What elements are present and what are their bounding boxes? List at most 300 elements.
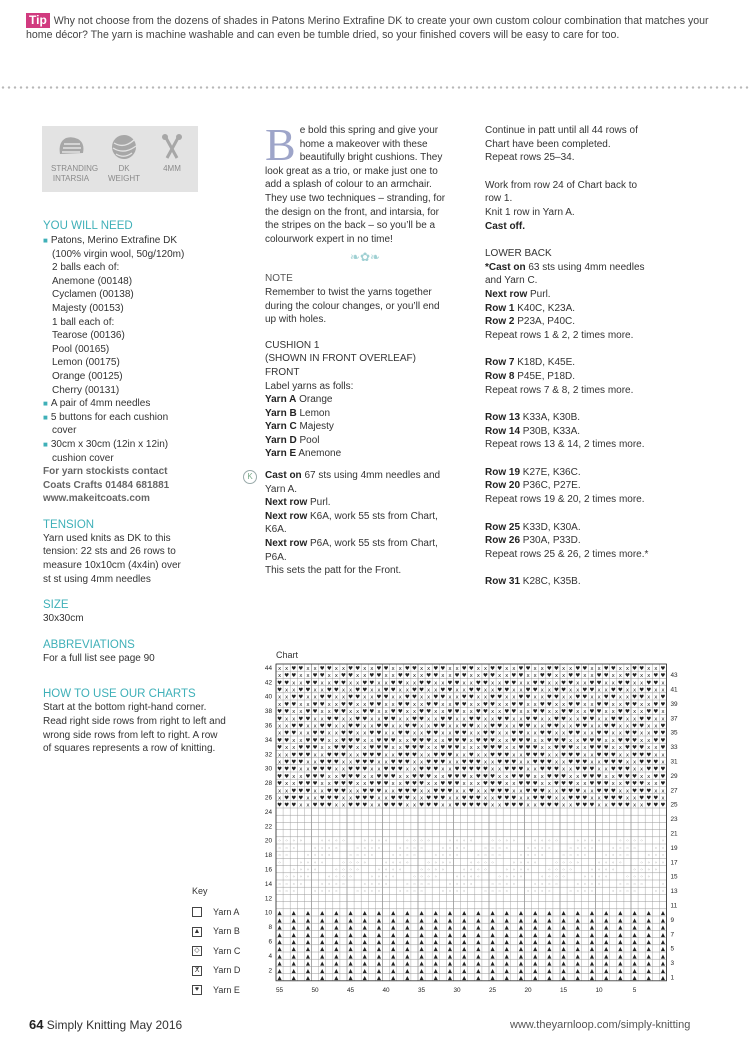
- chart-stitch-symbol: ◦: [427, 867, 431, 874]
- chart-stitch-symbol: ♥: [298, 694, 304, 701]
- yarn-colour: Anemone (00148): [52, 275, 133, 287]
- chart-stitch-symbol: ♥: [483, 730, 488, 737]
- chart-stitch-symbol: ♥: [376, 723, 382, 730]
- chart-stitch-symbol: ◦: [441, 845, 445, 852]
- stockists-link[interactable]: www.makeitcoats.com: [43, 493, 150, 505]
- chart-stitch-symbol: ▲: [376, 925, 382, 932]
- chart-stitch-symbol: ♥: [646, 759, 652, 766]
- chart-stitch-symbol: ▲: [604, 946, 609, 953]
- chart-stitch-symbol: ♥: [525, 781, 531, 788]
- key-symbol: ⵅ: [192, 966, 202, 976]
- chart-stitch-label: 55: [275, 986, 284, 994]
- chart-stitch-symbol: ♥: [412, 737, 417, 744]
- chart-stitch-symbol: ♥: [312, 745, 318, 752]
- chart-row-label: 39: [670, 700, 678, 708]
- chart-stitch-symbol: ♥: [596, 709, 602, 716]
- chart-stitch-symbol: x: [547, 709, 551, 716]
- key-item-yarn-d: ⵅ Yarn D: [192, 961, 262, 981]
- chart-stitch-symbol: ♥: [568, 788, 574, 795]
- chart-row-label: 13: [670, 888, 678, 896]
- chart-stitch-symbol: ▲: [291, 968, 296, 975]
- chart-stitch-symbol: ▲: [490, 939, 495, 946]
- chart-stitch-symbol: ♥: [341, 737, 346, 744]
- chart-stitch-symbol: ♥: [298, 795, 304, 802]
- chart-stitch-symbol: x: [405, 716, 409, 723]
- chart-stitch-symbol: x: [448, 759, 452, 766]
- chart-stitch-symbol: ▲: [277, 939, 282, 946]
- chart-stitch-symbol: ♥: [497, 752, 503, 759]
- chart-stitch-symbol: ♥: [518, 701, 524, 708]
- chart-stitch-symbol: ♥: [568, 680, 574, 687]
- tension-text: Yarn used knits as DK to this: [43, 532, 171, 544]
- chart-stitch-symbol: ▲: [504, 939, 509, 946]
- chart-row-label: 44: [264, 664, 272, 672]
- chart-stitch-symbol: ◦: [632, 874, 637, 881]
- chart-stitch-symbol: ▲: [291, 961, 296, 968]
- pattern-text: row 1.: [485, 193, 513, 205]
- chart-stitch-symbol: ♥: [653, 737, 659, 744]
- chart-stitch-symbol: x: [483, 694, 488, 701]
- key-item-yarn-b: ▲ Yarn B: [193, 926, 240, 937]
- how-to-text: of squares represents a row of knitting.: [43, 743, 216, 755]
- chart-stitch-symbol: x: [590, 723, 594, 730]
- chart-stitch-symbol: x: [632, 687, 637, 694]
- chart-stitch-symbol: ♥: [653, 795, 659, 802]
- chart-stitch-symbol: x: [618, 788, 622, 795]
- chart-stitch-symbol: ♥: [596, 788, 602, 795]
- chart-stitch-symbol: ♥: [653, 673, 659, 680]
- chart-stitch-symbol: x: [590, 795, 594, 802]
- chart-stitch-symbol: ◦: [554, 867, 559, 874]
- chart-stitch-symbol: x: [590, 701, 594, 708]
- chart-stitch-symbol: ♥: [319, 723, 325, 730]
- chart-stitch-symbol: ♥: [632, 673, 637, 680]
- chart-stitch-symbol: ◦: [547, 845, 551, 852]
- chart-stitch-symbol: ▲: [376, 917, 382, 924]
- chart-stitch-symbol: x: [476, 701, 480, 708]
- chart-stitch-symbol: x: [654, 687, 658, 694]
- chart-stitch-symbol: ◦: [334, 889, 338, 896]
- chart-stitch-symbol: ♥: [603, 673, 609, 680]
- chart-stitch-symbol: ♥: [554, 694, 559, 701]
- needles-icon: [161, 134, 183, 160]
- chart-stitch-symbol: x: [554, 730, 559, 737]
- chart-stitch-symbol: ♥: [568, 781, 574, 788]
- chart-stitch-symbol: ♥: [419, 773, 424, 780]
- chart-stitch-symbol: ◦: [647, 874, 651, 881]
- chart-stitch-label: 50: [311, 986, 319, 994]
- chart-stitch-symbol: x: [334, 766, 338, 773]
- chart-stitch-symbol: ◦: [640, 838, 644, 845]
- chart-stitch-symbol: ◦: [427, 838, 431, 845]
- chart-stitch-symbol: ♥: [369, 730, 375, 737]
- chart-stitch-symbol: x: [490, 716, 495, 723]
- chart-row-label: 1: [670, 974, 675, 982]
- chart-stitch-symbol: x: [533, 737, 537, 744]
- chart-stitch-symbol: x: [427, 788, 431, 795]
- chart-stitch-symbol: ♥: [539, 730, 545, 737]
- chart-stitch-symbol: ▲: [419, 932, 424, 939]
- chart-stitch-symbol: ◦: [356, 853, 360, 860]
- chart-stitch-symbol: x: [462, 680, 466, 687]
- chart-stitch-symbol: ◦: [576, 860, 580, 867]
- chart-stitch-symbol: ◦: [554, 874, 559, 881]
- chart-stitch-symbol: ♥: [625, 730, 630, 737]
- chart-stitch-symbol: ♥: [454, 802, 460, 809]
- chart-stitch-symbol: x: [391, 701, 395, 708]
- chart-stitch-symbol: ▲: [433, 910, 438, 917]
- chart-stitch-symbol: ♥: [539, 766, 545, 773]
- chart-stitch-symbol: ▲: [604, 932, 609, 939]
- row-group: Row 19 K27E, K36C. Row 20 P36C, P27E. Repeat rows 19 & 20, 2 times more.: [485, 466, 645, 506]
- chart-stitch-symbol: ▲: [348, 939, 353, 946]
- chart-stitch-symbol: ◦: [469, 867, 473, 874]
- materials-text: A pair of 4mm needles: [50, 398, 151, 410]
- chart-stitch-symbol: ▲: [533, 910, 538, 917]
- chart-stitch-symbol: ♥: [426, 773, 432, 780]
- chart-stitch-symbol: ◦: [462, 889, 466, 896]
- chart-stitch-symbol: ♥: [412, 723, 417, 730]
- chart-row-label: 23: [670, 816, 678, 824]
- chart-stitch-symbol: ▲: [561, 946, 566, 953]
- chart-stitch-symbol: x: [561, 766, 566, 773]
- chart-stitch-symbol: x: [327, 673, 331, 680]
- chart-stitch-symbol: ♥: [475, 802, 481, 809]
- chart-stitch-symbol: x: [604, 766, 608, 773]
- chart-stitch-symbol: ♥: [490, 773, 495, 780]
- chart-stitch-symbol: x: [455, 788, 459, 795]
- chart-stitch-symbol: ▲: [305, 975, 311, 982]
- chart-stitch-symbol: ◦: [370, 853, 374, 860]
- chart-stitch-symbol: ◦: [356, 867, 360, 874]
- chart-stitch-symbol: ◦: [597, 867, 601, 874]
- chart-stitch-symbol: ▲: [646, 917, 651, 924]
- chart-stitch-symbol: x: [632, 766, 637, 773]
- chart-stitch-symbol: ◦: [632, 867, 637, 874]
- chart-stitch-symbol: x: [583, 730, 587, 737]
- chart-stitch-symbol: ♥: [582, 795, 588, 802]
- chart-stitch-symbol: x: [640, 737, 644, 744]
- chart-stitch-symbol: ♥: [390, 687, 396, 694]
- chart-stitch-symbol: x: [419, 673, 424, 680]
- chart-stitch-symbol: ◦: [405, 881, 409, 888]
- chart-stitch-label: 40: [382, 986, 390, 994]
- chart-stitch-symbol: ▲: [632, 917, 637, 924]
- chart-stitch-symbol: x: [348, 788, 353, 795]
- chart-stitch-symbol: x: [448, 723, 452, 730]
- chart-stitch-symbol: ♥: [362, 795, 368, 802]
- chart-stitch-symbol: ▲: [376, 975, 382, 982]
- chart-stitch-symbol: ♥: [561, 680, 566, 687]
- icon-label: DK: [118, 164, 130, 173]
- chart-stitch-symbol: x: [306, 802, 310, 809]
- chart-stitch-symbol: ♥: [525, 694, 531, 701]
- chart-stitch-symbol: ♥: [632, 665, 637, 672]
- chart-stitch-symbol: x: [285, 665, 289, 672]
- chart-stitch-symbol: ♥: [333, 680, 339, 687]
- chart-stitch-symbol: x: [462, 709, 466, 716]
- icon-label: 4MM: [163, 164, 181, 173]
- chart-stitch-symbol: x: [547, 752, 551, 759]
- chart-stitch-symbol: ♥: [312, 802, 318, 809]
- chart-stitch-symbol: ♥: [561, 716, 566, 723]
- chart-stitch-symbol: x: [441, 673, 445, 680]
- intro-line: colourwork expert in no time!: [265, 233, 393, 245]
- chart-stitch-symbol: ▲: [547, 975, 552, 982]
- chart-stitch-symbol: ♥: [546, 737, 552, 744]
- chart-stitch-symbol: ◦: [540, 881, 544, 888]
- chart-stitch-symbol: ▲: [305, 932, 311, 939]
- chart-stitch-symbol: ♥: [284, 802, 290, 809]
- chart-stitch-symbol: x: [519, 687, 523, 694]
- chart-stitch-symbol: ♥: [625, 673, 630, 680]
- chart-stitch-symbol: ♥: [589, 781, 595, 788]
- chart-stitch-symbol: ♥: [617, 773, 623, 780]
- chart-stitch-symbol: ♥: [525, 773, 531, 780]
- chart-stitch-symbol: ♥: [333, 745, 339, 752]
- chart-stitch-symbol: ♥: [660, 723, 666, 730]
- yarn-label: Yarn A Orange: [265, 394, 333, 406]
- chart-stitch-symbol: ◦: [583, 838, 587, 845]
- chart-stitch-label: 30: [453, 986, 461, 994]
- chart-stitch-symbol: ♥: [298, 665, 304, 672]
- chart-stitch-symbol: ◦: [533, 838, 537, 845]
- chart-stitch-symbol: ▲: [547, 961, 552, 968]
- chart-stitch-symbol: ♥: [603, 759, 609, 766]
- chart-stitch-symbol: x: [611, 673, 615, 680]
- how-to-text: wrong side rows from left to right. A row: [43, 729, 218, 741]
- chart-stitch-symbol: ♥: [312, 773, 318, 780]
- chart-stitch-symbol: ◦: [398, 860, 402, 867]
- chart-stitch-symbol: x: [597, 802, 601, 809]
- chart-stitch-symbol: x: [583, 673, 587, 680]
- chart-stitch-symbol: ♥: [610, 716, 616, 723]
- chart-stitch-symbol: ♥: [632, 773, 637, 780]
- chart-stitch-symbol: ♥: [603, 665, 609, 672]
- chart-stitch-symbol: ◦: [434, 853, 438, 860]
- chart-stitch-symbol: ♥: [383, 665, 389, 672]
- chart-stitch-symbol: ♥: [419, 781, 424, 788]
- chart-stitch-symbol: ▲: [476, 968, 481, 975]
- chart-stitch-symbol: ♥: [419, 766, 424, 773]
- chart-row-label: 12: [264, 895, 272, 903]
- chart-stitch-symbol: ▲: [561, 975, 566, 982]
- pattern-instruction: Next row Purl.: [265, 497, 331, 509]
- intro-line: the stripes on the back – so you’ll be a: [265, 220, 436, 232]
- chart-stitch-symbol: x: [306, 665, 310, 672]
- chart-stitch-symbol: ▲: [646, 910, 651, 917]
- chart-stitch-symbol: ◦: [625, 838, 630, 845]
- chart-stitch-symbol: ◦: [597, 838, 601, 845]
- chart-stitch-symbol: x: [370, 694, 374, 701]
- yarn-label: Yarn C Majesty: [265, 421, 334, 433]
- chart-stitch-symbol: ♥: [348, 737, 353, 744]
- chart-stitch-symbol: x: [654, 665, 658, 672]
- chart-stitch-symbol: x: [412, 795, 417, 802]
- chart-stitch-symbol: ♥: [333, 788, 339, 795]
- chart-stitch-symbol: ◦: [306, 853, 310, 860]
- chart-stitch-symbol: ◦: [341, 860, 346, 867]
- chart-stitch-symbol: ▲: [305, 910, 311, 917]
- chart-stitch-symbol: ▲: [419, 917, 424, 924]
- footer-url[interactable]: www.theyarnloop.com/simply-knitting: [510, 1019, 691, 1031]
- chart-stitch-symbol: ▲: [632, 968, 637, 975]
- chart-stitch-symbol: x: [348, 759, 353, 766]
- chart-stitch-symbol: ◦: [569, 867, 573, 874]
- chart-stitch-symbol: ▲: [547, 968, 552, 975]
- chart-stitch-symbol: ▲: [291, 975, 296, 982]
- chart-stitch-symbol: x: [370, 773, 374, 780]
- chart-stitch-symbol: ▲: [320, 961, 325, 968]
- chart-stitch-symbol: ◦: [554, 838, 559, 845]
- chart-stitch-symbol: ▲: [277, 975, 282, 982]
- bullet-icon: ■: [43, 439, 48, 449]
- chart-row-label: 42: [264, 679, 272, 687]
- chart-stitch-symbol: ♥: [504, 680, 510, 687]
- chart-stitch-symbol: ♥: [575, 694, 581, 701]
- chart-stitch-symbol: ◦: [285, 838, 289, 845]
- chart-stitch-symbol: ♥: [454, 709, 460, 716]
- chart-stitch-symbol: x: [285, 788, 289, 795]
- key-symbol: ♥: [192, 985, 202, 995]
- chart-stitch-symbol: ▲: [632, 961, 637, 968]
- chart-stitch-symbol: x: [384, 795, 388, 802]
- chart-stitch-symbol: ♥: [625, 701, 630, 708]
- chart-stitch-symbol: ◦: [299, 867, 303, 874]
- chart-stitch-symbol: ◦: [498, 889, 502, 896]
- chart-stitch-symbol: ♥: [525, 687, 531, 694]
- chart-stitch-symbol: ♥: [582, 802, 588, 809]
- chart-row-label: 5: [670, 945, 675, 953]
- chart-stitch-symbol: ♥: [397, 766, 403, 773]
- chart-stitch-symbol: ♥: [603, 745, 609, 752]
- chart-stitch-symbol: x: [611, 730, 615, 737]
- chart-stitch-symbol: ♥: [596, 745, 602, 752]
- chart-stitch-symbol: ♥: [461, 694, 467, 701]
- chart-stitch-symbol: ▲: [305, 968, 311, 975]
- chart-stitch-symbol: ♥: [582, 723, 588, 730]
- chart-stitch-symbol: x: [462, 752, 466, 759]
- chart-stitch-symbol: x: [540, 723, 544, 730]
- chart-stitch-symbol: x: [277, 759, 282, 766]
- chart-stitch-symbol: ♥: [475, 773, 481, 780]
- chart-stitch-symbol: ♥: [625, 680, 630, 687]
- chart-stitch-symbol: x: [419, 730, 424, 737]
- chart-stitch-symbol: ◦: [625, 874, 630, 881]
- chart-stitch-symbol: ▲: [490, 975, 495, 982]
- chart-stitch-symbol: ♥: [419, 687, 424, 694]
- chart-stitch-symbol: ♥: [497, 745, 503, 752]
- chart-stitch-symbol: ♥: [554, 716, 559, 723]
- chart-stitch-symbol: ♥: [468, 802, 474, 809]
- chart-stitch-symbol: ♥: [319, 802, 325, 809]
- chart-stitch-symbol: ♥: [348, 773, 353, 780]
- chart-stitch-symbol: x: [306, 694, 310, 701]
- chart-stitch-symbol: ▲: [334, 946, 339, 953]
- chart-stitch-symbol: ▲: [391, 925, 396, 932]
- chart-stitch-symbol: ♥: [532, 716, 538, 723]
- chart-stitch-symbol: x: [583, 781, 587, 788]
- chart-stitch-symbol: ♥: [511, 673, 517, 680]
- chart-stitch-symbol: ◦: [533, 860, 537, 867]
- chart-stitch-symbol: ▲: [405, 925, 410, 932]
- chart-stitch-symbol: ♥: [525, 665, 531, 672]
- chart-stitch-symbol: ♥: [376, 773, 382, 780]
- chart-stitch-symbol: x: [363, 745, 367, 752]
- chart-stitch-symbol: x: [391, 730, 395, 737]
- chart-stitch-symbol: ◦: [448, 881, 452, 888]
- chart-stitch-symbol: ◦: [285, 874, 289, 881]
- chart-stitch-symbol: ▲: [561, 932, 566, 939]
- chart-stitch-symbol: ▲: [504, 925, 509, 932]
- chart-stitch-symbol: ▲: [376, 953, 382, 960]
- chart-stitch-symbol: x: [434, 709, 438, 716]
- chart-stitch-symbol: ♥: [468, 766, 474, 773]
- chart-stitch-symbol: ♥: [291, 802, 297, 809]
- chart-stitch-symbol: ◦: [519, 853, 523, 860]
- chart-stitch-symbol: ♥: [497, 723, 503, 730]
- chart-stitch-symbol: ▲: [504, 946, 509, 953]
- dotted-divider: [0, 86, 750, 89]
- chart-stitch-symbol: x: [647, 730, 651, 737]
- chart-stitch-symbol: ♥: [504, 802, 510, 809]
- tip-text: Why not choose from the dozens of shades in Patons Merino Extrafine DK to create your own custom colour combination that matches your home décor? The yarn is machine washable and can even be tumble dried, so your finished covers will be easy to care for too.: [26, 15, 709, 41]
- chart-stitch-symbol: ▲: [376, 910, 382, 917]
- stockists-text: For yarn stockists contact: [43, 466, 168, 478]
- chart-stitch-symbol: ♥: [610, 723, 616, 730]
- chart-stitch-symbol: ◦: [448, 838, 452, 845]
- key-symbol: ◇: [192, 946, 202, 956]
- chart-stitch-symbol: ♥: [341, 752, 346, 759]
- chart-stitch-symbol: x: [583, 709, 587, 716]
- chart-stitch-symbol: x: [540, 665, 544, 672]
- chart-stitch-symbol: ♥: [497, 687, 503, 694]
- chart-stitch-symbol: ♥: [404, 673, 410, 680]
- key-symbol: ▲: [193, 927, 201, 935]
- chart-stitch-symbol: ▲: [589, 932, 595, 939]
- chart-stitch-symbol: ◦: [512, 881, 516, 888]
- chart-stitch-symbol: x: [313, 723, 317, 730]
- bullet-icon: ■: [43, 236, 48, 245]
- chart-stitch-symbol: x: [618, 752, 622, 759]
- chart-stitch-symbol: ♥: [284, 737, 290, 744]
- chart-stitch-symbol: x: [391, 745, 395, 752]
- chart-stitch-symbol: ▲: [533, 925, 538, 932]
- chart-stitch-symbol: x: [356, 680, 360, 687]
- chart-stitch-symbol: ◦: [391, 874, 395, 881]
- chart-stitch-symbol: x: [434, 680, 438, 687]
- chart-stitch-symbol: ◦: [285, 889, 289, 896]
- intro-line: look great as a trio, or make just one to: [265, 165, 438, 177]
- chart-stitch-symbol: x: [597, 723, 601, 730]
- chart-stitch-symbol: ♥: [433, 766, 439, 773]
- chart-stitch-symbol: ♥: [284, 701, 290, 708]
- chart-stitch-symbol: ♥: [653, 730, 659, 737]
- chart-stitch-symbol: ♥: [348, 694, 353, 701]
- chart-stitch-symbol: ◦: [640, 867, 644, 874]
- chart-stitch-symbol: x: [427, 665, 431, 672]
- chart-stitch-symbol: ♥: [539, 795, 545, 802]
- chart-stitch-symbol: x: [533, 766, 537, 773]
- chart-stitch-symbol: ◦: [419, 881, 424, 888]
- chart-row-label: 10: [264, 909, 272, 917]
- chart-stitch-symbol: x: [505, 737, 509, 744]
- chart-stitch-symbol: x: [441, 701, 445, 708]
- chart-stitch-symbol: x: [576, 687, 580, 694]
- chart-stitch-symbol: ◦: [334, 867, 338, 874]
- chart-stitch-symbol: ♥: [568, 673, 574, 680]
- chart-stitch-symbol: x: [384, 709, 388, 716]
